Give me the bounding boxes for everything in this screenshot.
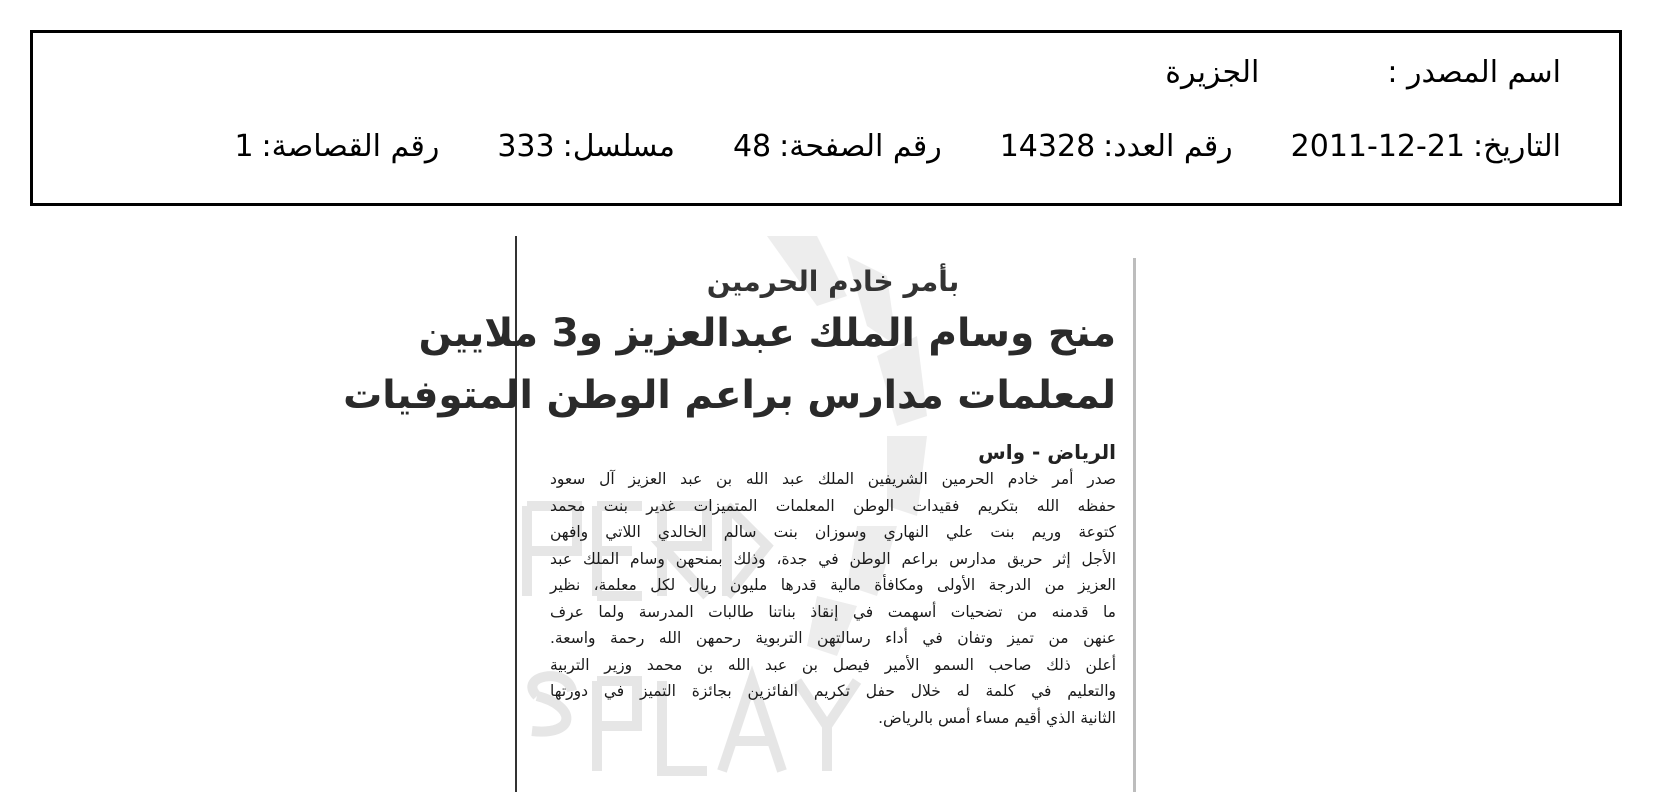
- article-headline-line-2: لمعلمات مدارس براعم الوطن المتوفيات: [343, 373, 1116, 418]
- clipping-number-value: 1: [234, 129, 254, 164]
- source-line: [73, 55, 1561, 90]
- date-value: 2011-12-21: [1290, 129, 1466, 164]
- newspaper-clipping: [343, 236, 1135, 792]
- clipping-right-rule: [1133, 258, 1136, 792]
- article-body-line: صدر أمر خادم الحرمين الشريفين الملك عبد الله بن عبد العزيز آل سعود: [550, 470, 1116, 488]
- article-body-line: الأجل إثر حريق مدارس براعم الوطن في جدة، وذلك بمنحهن وسام الملك عبد: [550, 549, 1116, 568]
- article-body: [550, 466, 1116, 731]
- article-body-line: عنهن من تميز وتفان في أداء رسالتهن التربوية رحمهن الله رحمة واسعة.: [550, 629, 1116, 647]
- serial-value: 333: [497, 129, 555, 164]
- clipping-number-label: رقم القصاصة:: [261, 129, 440, 164]
- source-value: الجزيرة: [1165, 55, 1260, 90]
- date-label: التاريخ:: [1473, 129, 1561, 164]
- article: [343, 262, 1116, 731]
- clipping-number-field: [234, 129, 439, 164]
- article-body-line: العزيز من الدرجة الأولى ومكافأة مالية قدرها مليون ريال لكل معلمة، نظير: [550, 576, 1116, 594]
- serial-label: مسلسل:: [562, 129, 675, 164]
- article-headline-line-1: منح وسام الملك عبدالعزيز و3 ملايين: [418, 311, 1116, 356]
- article-body-line: أعلن ذلك صاحب السمو الأمير فيصل بن عبد الله بن محمد وزير التربية: [550, 655, 1116, 674]
- source-info-box: [30, 30, 1622, 206]
- details-line: [73, 129, 1561, 164]
- article-body-line: كتوعة وريم بنت علي النهاري وسوزان بنت سالم الخالدي اللاتي وافهن: [550, 523, 1116, 541]
- issue-number-label: رقم العدد:: [1103, 129, 1233, 164]
- source-field: [1165, 55, 1561, 90]
- source-label: اسم المصدر :: [1387, 55, 1561, 90]
- article-body-line: حفظه الله بتكريم فقيدات الوطن المعلمات المتميزات غدير بنت محمد: [550, 496, 1116, 515]
- page-number-value: 48: [732, 129, 772, 164]
- article-body-line: والتعليم في كلمة له خلال حفل تكريم الفائزين بجائزة التميز في دورتها: [550, 682, 1116, 700]
- article-kicker: بأمر خادم الحرمين: [706, 265, 960, 298]
- issue-number-field: [1000, 129, 1233, 164]
- article-byline: الرياض - واس: [978, 440, 1116, 464]
- date-field: [1291, 129, 1561, 164]
- article-body-line: ما قدمنه من تضحيات أسهمت في إنقاذ بناتنا طالبات المدرسة ولما عرف: [550, 602, 1116, 621]
- serial-field: [497, 129, 675, 164]
- article-body-line: الثانية الذي أقيم مساء أمس بالرياض.: [878, 708, 1116, 727]
- page-number-field: [733, 129, 942, 164]
- issue-number-value: 14328: [999, 129, 1096, 164]
- page-number-label: رقم الصفحة:: [779, 129, 942, 164]
